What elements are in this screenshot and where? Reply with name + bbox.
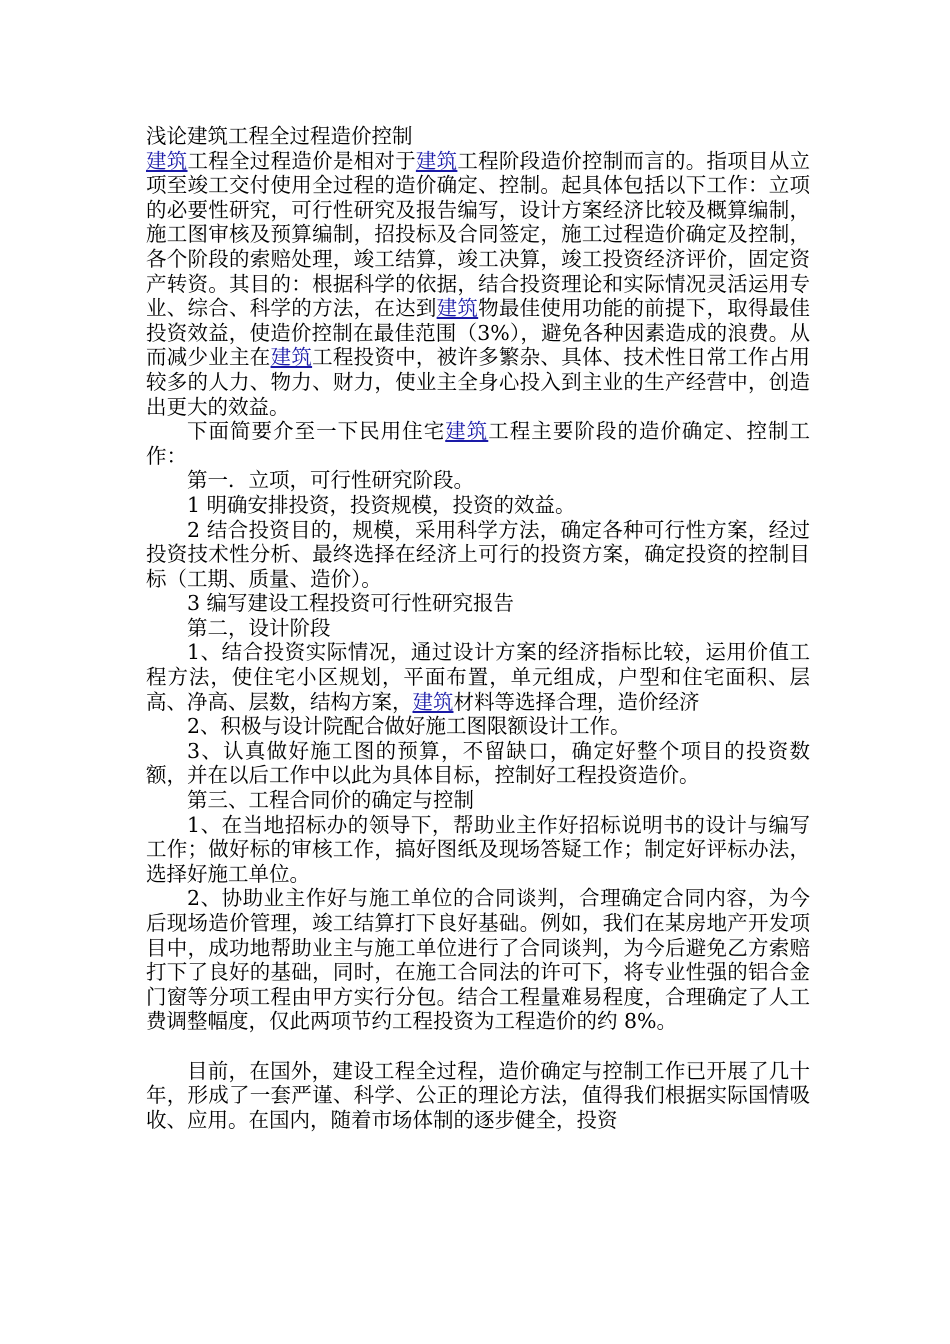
text-run: 下面简要介至一下民用住宅 [187, 419, 446, 444]
text-run: 工程投资中，被许多繁杂、具体、技术性日常工作占用较多的人力、物力、财力，使业主全身心投入到主业的生产经营中，创造出更大的效益。 [146, 345, 811, 419]
stage2-item-2: 2、积极与设计院配合做好施工图限额设计工作。 [187, 714, 631, 739]
stage1-item-1: 1 明确安排投资，投资规模，投资的效益。 [187, 492, 576, 517]
document-page [146, 124, 810, 1132]
keyword-link[interactable]: 建筑 [270, 345, 313, 370]
document-title: 浅论建筑工程全过程造价控制 [146, 124, 413, 148]
keyword-link[interactable]: 建筑 [415, 148, 458, 173]
stage2-heading: 第二，设计阶段 [187, 615, 331, 640]
stage3-heading: 第三、工程合同价的确定与控制 [187, 788, 474, 813]
keyword-link[interactable]: 建筑 [445, 419, 489, 444]
paragraph-gap [146, 1034, 810, 1059]
stage2-item-1 [146, 640, 810, 714]
text-run: 工程阶段造价控制而言的。指项目从立项至竣工交付使用全过程的造价确定、控制。起具体包括以下工作：立项的必要性研究，可行性研究及报告编写，设计方案经济比较及概算编制，施工图审核及预算编制，招投标及合同签定，施工过程造价确定及控制，各个阶段的索赔处理，竣工结算，竣工决算，竣工投资经济评价，固定资产转资。其目的：根据科学的依据，结合投资理论和实际情况灵活运用专业、综合、科学的方法，在达到 [146, 148, 811, 321]
keyword-link[interactable]: 建筑 [412, 689, 454, 714]
stages-intro-paragraph [146, 419, 810, 468]
text-run: 工程主要阶段的造价确定、控制工作： [146, 419, 811, 468]
stage2-item-3: 3、认真做好施工图的预算，不留缺口，确定好整个项目的投资数额，并在以后工作中以此为具体目标，控制好工程投资造价。 [146, 738, 810, 788]
final-paragraph: 目前，在国外，建设工程全过程，造价确定与控制工作已开展了几十年，形成了一套严谨、科学、公正的理论方法，值得我们根据实际国情吸收、应用。在国内，随着市场体制的逐步健全，投资 [146, 1058, 810, 1132]
stage1-item-3: 3 编写建设工程投资可行性研究报告 [187, 591, 515, 616]
text-run: 物最佳使用功能的前提下，取得最佳投资效益，使造价控制在最佳范围（3%），避免各种因素造成的浪费。从而减少业主在 [146, 296, 811, 370]
text-run: 1、结合投资实际情况，通过设计方案的经济指标比较，运用价值工程方法，使住宅小区规划，平面布置，单元组成，户型和住宅面积、层高、净高、层数，结构方案， [146, 640, 810, 714]
keyword-link[interactable]: 建筑 [436, 296, 479, 321]
text-run: 材料等选择合理，造价经济 [453, 689, 700, 714]
intro-paragraph [146, 149, 810, 420]
stage1-heading: 第一．立项，可行性研究阶段。 [187, 468, 474, 493]
text-run: 工程全过程造价是相对于 [187, 148, 416, 173]
keyword-link[interactable]: 建筑 [146, 148, 188, 173]
stage3-item-1: 1、在当地招标办的领导下，帮助业主作好招标说明书的设计与编写工作；做好标的审核工作，搞好图纸及现场答疑工作；制定好评标办法，选择好施工单位。 [146, 812, 810, 886]
stage3-item-2: 2、协助业主作好与施工单位的合同谈判，合理确定合同内容，为今后现场造价管理，竣工结算打下良好基础。例如，我们在某房地产开发项目中，成功地帮助业主与施工单位进行了合同谈判，为今后避免乙方索赔打下了良好的基础，同时，在施工合同法的许可下，将专业性强的铝合金门窗等分项工程由甲方实行分包。结合工程量难易程度，合理确定了人工费调整幅度，仅此两项节约工程投资为工程造价的约 8%。 [146, 886, 810, 1034]
stage1-item-2: 2 结合投资目的，规模，采用科学方法，确定各种可行性方案，经过投资技术性分析、最终选择在经济上可行的投资方案，确定投资的控制目标（工期、质量、造价）。 [146, 517, 810, 591]
